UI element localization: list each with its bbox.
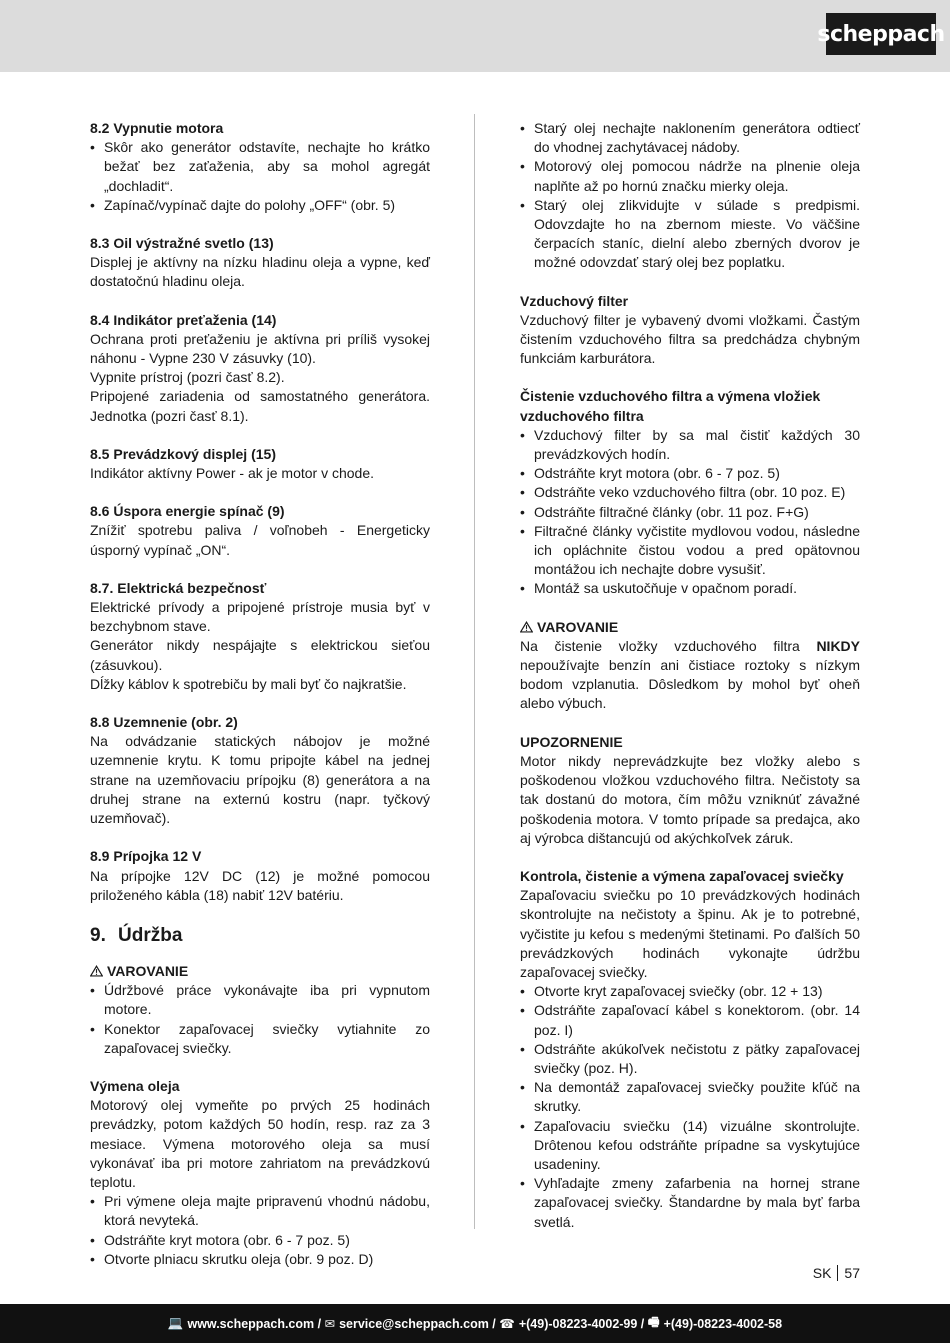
paragraph: Indikátor aktívny Power - ak je motor v chode. xyxy=(90,465,375,482)
warning-triangle-icon xyxy=(90,965,103,977)
language-code: SK xyxy=(812,1265,832,1281)
phone-number: +(49)-08223-4002-99 / xyxy=(518,1316,645,1331)
section-title: 8.8 Uzemnenie (obr. 2) xyxy=(90,714,238,731)
section-8-5 xyxy=(90,445,430,483)
warning-block xyxy=(520,618,860,714)
warning-title: VAROVANIE xyxy=(520,618,860,637)
section-title: 8.2 Vypnutie motora xyxy=(90,120,224,136)
section-title: 8.3 Oil výstražné svetlo (13) xyxy=(90,235,274,252)
list-item: • Odstráňte kryt motora (obr. 6 - 7 poz. 5) xyxy=(90,1231,430,1250)
bullet-list xyxy=(520,426,860,599)
emphasis: NIKDY xyxy=(816,637,860,654)
bullet-list xyxy=(520,119,860,273)
paragraph: Vypnite prístroj (pozri časť 8.2). xyxy=(90,369,285,386)
paragraph: Na prípojke 12V DC (12) je možné pomocou priloženého kábla (18) nabiť 12V batériu. xyxy=(90,867,430,903)
note-title: UPOZORNENIE xyxy=(520,733,623,750)
list-item: • Filtračné články vyčistite mydlovou vodou, následne ich opláchnite čistou vodou a pred opätovnou montážou ich nechajte dobre vysušiť. xyxy=(520,522,860,580)
left-column xyxy=(90,119,430,1288)
section-title: 8.5 Prevádzkový displej (15) xyxy=(90,445,276,462)
oil-change-section xyxy=(90,1077,430,1269)
page-footer xyxy=(0,1304,950,1343)
phone-icon: ☎ xyxy=(499,1317,515,1331)
email-link[interactable]: service@scheppach.com / xyxy=(339,1316,496,1331)
paragraph: Ochrana proti preťaženiu je aktívna pri príliš vysokej náhonu - Vypne 230 V zásuvky (10). xyxy=(90,330,430,367)
list-item: • Zapaľovaciu sviečku (14) vizuálne skontrolujte. Drôtenou kefou odstráňte prípadne sa vyskytujúce usadeniny. xyxy=(520,1117,860,1175)
bullet-list xyxy=(520,982,860,1232)
scheppach-logo: scheppach xyxy=(826,13,936,55)
section-title: 8.6 Úspora energie spínač (9) xyxy=(90,503,285,520)
section-title: Kontrola, čistenie a výmena zapaľovacej sviečky xyxy=(520,867,844,884)
paragraph: Motorový olej vymeňte po prvých 25 hodinách prevádzky, potom každých 50 hodín, resp. raz za 3 mesiace. Výmena motorového oleja sa musí vykonávať iba pri motore zahriatom na prevádzkovú teplotu. xyxy=(90,1097,430,1190)
chapter-name: Údržba xyxy=(118,924,183,946)
page-number xyxy=(813,1265,860,1281)
list-item: • Odstráňte zapaľovací kábel s konektorom. (obr. 14 poz. I) xyxy=(520,1001,860,1039)
list-item: • Otvorte kryt zapaľovacej sviečky (obr. 12 + 13) xyxy=(520,982,860,1001)
list-item: • Vzduchový filter by sa mal čistiť každých 30 prevádzkových hodín. xyxy=(520,426,860,464)
section-title: Výmena oleja xyxy=(90,1077,180,1094)
page-number-value: 57 xyxy=(844,1265,860,1281)
paragraph: Generátor nikdy nespájajte s elektrickou sieťou (zásuvkou). xyxy=(90,637,430,673)
section-8-3 xyxy=(90,234,430,292)
list-item: • Otvorte plniacu skrutku oleja (obr. 9 poz. D) xyxy=(90,1250,430,1269)
list-item: • Konektor zapaľovacej sviečky vytiahnite zo zapaľovacej sviečky. xyxy=(90,1020,430,1058)
list-item: • Montáž sa uskutočňuje v opačnom poradí. xyxy=(520,579,860,598)
paragraph: Elektrické prívody a pripojené prístroje musia byť v bezchybnom stave. xyxy=(90,599,430,635)
section-8-7 xyxy=(90,579,430,694)
list-item: • Pri výmene oleja majte pripravenú vhodnú nádobu, ktorá nevyteká. xyxy=(90,1192,430,1230)
list-item: • Odstráňte filtračné články (obr. 11 poz. F+G) xyxy=(520,503,860,522)
air-filter-section xyxy=(520,292,860,369)
section-title: 8.4 Indikátor preťaženia (14) xyxy=(90,311,277,328)
section-8-6 xyxy=(90,502,430,560)
paragraph: Na odvádzanie statických nábojov je možné uzemnenie krytu. K tomu pripojte kábel na jednej strane na uzemňovaciu prípojku (8) generátora a na druhej strane na externú kostru (napr. tyčkový uzemňovač). xyxy=(90,733,430,827)
warning-triangle-icon xyxy=(520,621,533,633)
section-title: Čistenie vzduchového filtra a výmena vložiek vzduchového filtra xyxy=(520,388,821,424)
section-title: 8.7. Elektrická bezpečnosť xyxy=(90,579,267,596)
right-column xyxy=(520,119,860,1251)
spark-plug-section xyxy=(520,867,860,1232)
paragraph: Dĺžky káblov k spotrebiču by mali byť čo najkratšie. xyxy=(90,675,407,692)
website-link[interactable]: www.scheppach.com / xyxy=(187,1316,322,1331)
section-title: 8.9 Prípojka 12 V xyxy=(90,848,202,865)
paragraph: Displej je aktívny na nízku hladinu oleja a vypne, keď dostatočnú hladinu oleja. xyxy=(90,254,430,290)
fax-number: +(49)-08223-4002-58 xyxy=(663,1316,783,1331)
list-item: • Odstráňte akúkoľvek nečistotu z pätky zapaľovacej sviečky (poz. H). xyxy=(520,1040,860,1078)
oil-change-continued xyxy=(520,119,860,273)
section-8-9 xyxy=(90,847,430,905)
paragraph: Motor nikdy neprevádzkujte bez vložky alebo s poškodenou vložkou vzduchového filtra. Nečistoty sa tak dostanú do motora, čím môžu vzniknúť závažné poškodenia motora. V tomto prípade sa predajca, ako aj výrobca dištancujú od akýchkoľvek záruk. xyxy=(520,752,860,846)
email-icon: ✉ xyxy=(324,1317,336,1331)
list-item: • Skôr ako generátor odstavíte, nechajte ho krátko bežať bez zaťaženia, aby sa mohol agregát „dochladit“. xyxy=(90,138,430,196)
page-header xyxy=(0,0,950,72)
paragraph: Znížiť spotrebu paliva / voľnobeh - Energeticky úsporný vypínač „ON“. xyxy=(90,522,430,558)
section-title: Vzduchový filter xyxy=(520,292,629,309)
air-filter-cleaning-section xyxy=(520,387,860,598)
section-8-4 xyxy=(90,311,430,426)
fax-icon: 🖷 xyxy=(647,1315,660,1329)
paragraph: Vzduchový filter je vybavený dvomi vložkami. Častým čistením vzduchového filtra sa predchádza chybným funkciám karburátora. xyxy=(520,311,860,367)
list-item: • Údržbové práce vykonávajte iba pri vypnutom motore. xyxy=(90,981,430,1019)
column-divider xyxy=(474,114,475,1229)
warning-title: VAROVANIE xyxy=(90,962,430,981)
list-item: • Starý olej nechajte naklonením generátora odtiecť do vhodnej zachytávacej nádoby. xyxy=(520,119,860,157)
list-item: • Starý olej zlikvidujte v súlade s predpismi. Odovzdajte ho na zbernom mieste. Vo väčšine čerpacích staníc, dielní alebo zberných dvorov je možné odovzdať starý olej bez poplatku. xyxy=(520,196,860,273)
list-item: • Motorový olej pomocou nádrže na plnenie oleja naplňte až po hornú značku mierky oleja. xyxy=(520,157,860,195)
list-item: • Odstráňte kryt motora (obr. 6 - 7 poz. 5) xyxy=(520,464,860,483)
chapter-9 xyxy=(90,924,430,948)
section-8-8 xyxy=(90,713,430,828)
paragraph: Pripojené zariadenia od samostatného generátora. Jednotka (pozri časť 8.1). xyxy=(90,388,430,424)
paragraph: Na čistenie vložky vzduchového filtra NIKDY nepoužívajte benzín ani čistiace roztoky s nízkym bodom vzplanutia. Dôsledkom by mohol byť oheň alebo výbuch. xyxy=(520,637,860,712)
paragraph: Zapaľovaciu sviečku po 10 prevádzkových hodinách skontrolujte na nečistoty a špinu. Ak je to potrebné, vyčistite ju kefou s medenými štetinami. Po ďalších 50 prevádzkových hodinách vykonajte údržbu zapaľovacej sviečky. xyxy=(520,887,860,980)
warning-block xyxy=(90,962,430,1058)
chapter-number: 9. xyxy=(90,924,106,946)
chapter-title xyxy=(90,924,430,948)
bullet-list xyxy=(90,1192,430,1269)
list-item: • Zapínač/vypínač dajte do polohy „OFF“ (obr. 5) xyxy=(90,196,430,215)
separator xyxy=(837,1265,838,1281)
bullet-list xyxy=(90,981,430,1058)
list-item: • Odstráňte veko vzduchového filtra (obr. 10 poz. E) xyxy=(520,483,860,502)
note-block xyxy=(520,733,860,848)
list-item: • Na demontáž zapaľovacej sviečky použite kľúč na skrutky. xyxy=(520,1078,860,1116)
bullet-list xyxy=(90,138,430,215)
section-8-2 xyxy=(90,119,430,215)
computer-icon: 💻 xyxy=(167,1316,184,1330)
list-item: • Vyhľadajte zmeny zafarbenia na hornej strane zapaľovacej sviečky. Štandardne by mala byť farba svetlá. xyxy=(520,1174,860,1232)
